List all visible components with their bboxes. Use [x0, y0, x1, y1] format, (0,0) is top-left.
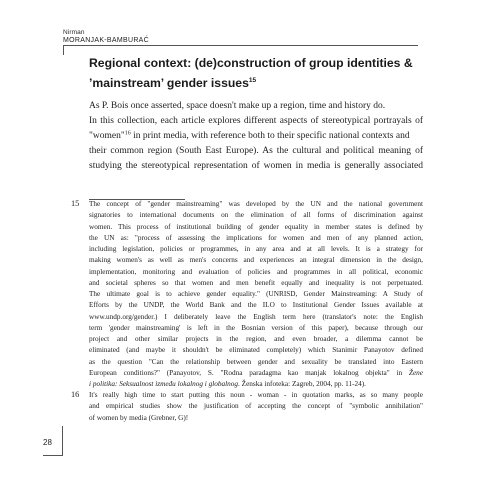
- body-line-3b: in print media, with reference both to their specific national contexts and: [130, 131, 410, 141]
- body-line: their common region (South East Europe). As the cultural and political meaning of: [89, 146, 423, 156]
- footnote-line: The ultimate goal is to achieve gender equality." (UNRISD, Gender Mainstreaming: A Study of: [89, 290, 423, 298]
- body-footnote-ref[interactable]: 16: [124, 130, 131, 137]
- footnote-line: [89, 379, 423, 390]
- body-line: In this collection, each article explores different aspects of stereotypical portrayals of: [89, 116, 423, 126]
- footnote-number: 15: [71, 199, 80, 208]
- title-line-1: Regional context: (de)construction of group identities &: [89, 56, 413, 70]
- footnote-line: eliminated (and maybe it shouldn't be eliminated completely) which Stanimir Panayotov defined: [89, 346, 423, 355]
- footnote-line: The concept of "gender mainstreaming" was developed by the UN and the national government: [89, 200, 423, 208]
- footnote-line: and empirical studies show the justification of accepting the concept of "symbolic annihilation": [89, 402, 423, 411]
- footnote-line: It's really high time to start putting this noun - woman - in quotation marks, as so many people: [89, 391, 423, 399]
- body-line: As P. Bois once asserted, space doesn't make up a region, time and history do.: [89, 101, 386, 111]
- footnote-number: 16: [71, 390, 80, 399]
- footnote-line: of women by media (Grebner, G)!: [89, 413, 189, 422]
- footnote-line: including legislation, policies or programmes, in any area and at all levels. It is a strategy for: [89, 245, 423, 253]
- footnote-line: signatories to international documents on the elimination of all forms of discrimination against: [89, 211, 423, 220]
- footnote-line: [89, 368, 423, 379]
- footnote-line: the UN as: "process of assessing the implications for women and men of any planned action,: [89, 233, 423, 242]
- title-footnote-ref[interactable]: 15: [248, 77, 257, 84]
- footnote-line: as the question "Can the relationship between gender and sexuality be translated into Eastern: [89, 357, 423, 366]
- body-paragraph: [89, 99, 423, 174]
- footnote-line-text: . Ženska infoteka: Zagreb, 2004, pp. 11-24).: [238, 380, 366, 388]
- body-line-3a: "women": [89, 131, 125, 141]
- footnote-16: [89, 390, 423, 424]
- footnote-line-text: European conditions?" (Panayotov, S. "Rodna paradagma kao manjak lokalnog objekta" in: [89, 368, 403, 377]
- footnote-line: term 'gender mainstreaming' is left in the Bosnian version of this paper), because through our: [89, 323, 423, 332]
- author-first-name: Nirman: [63, 29, 85, 36]
- header-tick: [63, 45, 64, 55]
- page-number-rule: [62, 426, 63, 456]
- footnote-line: implementation, monitoring and evaluation of policies and programmes in all political, economic: [89, 267, 423, 276]
- footnote-line: making women's as well as men's concerns and experiences an integral dimension in the design,: [89, 256, 423, 265]
- footnote-line: www.undp.org/gender.) I deliberately leave the English term here (translator's note: the English: [89, 312, 423, 321]
- footnote-italic: Žene: [408, 368, 423, 377]
- header-rule: [63, 45, 418, 46]
- body-line: studying the stereotypical representation of women in media is generally associated: [89, 161, 423, 171]
- section-title: [89, 54, 429, 92]
- author-last-name: MORANJAK-BAMBURAĆ: [63, 36, 149, 44]
- body-line: [89, 129, 423, 144]
- page-number: 28: [43, 438, 52, 447]
- footnote-line: and societal spheres so that women and men benefit equally and inequality is not perpetuated.: [89, 278, 423, 287]
- footnote-line: Efforts by the UNDP, the World Bank and the ILO to Institutional Gender Issues available at: [89, 301, 423, 310]
- footnote-italic-title: i politika: Seksualnost između lokalnog i globalnog: [89, 380, 239, 388]
- footnote-15: [89, 199, 423, 390]
- footnote-line: women. This process of institutional building of gender equality in member states is defined by: [89, 222, 423, 231]
- page-number-rule: [43, 455, 62, 456]
- title-line-2: [89, 72, 429, 92]
- footnote-line: project and other similar projects in the region, and even broader, a dilemma cannot be: [89, 335, 423, 343]
- title-line-2-text: ’mainstream’ gender issues: [89, 76, 249, 90]
